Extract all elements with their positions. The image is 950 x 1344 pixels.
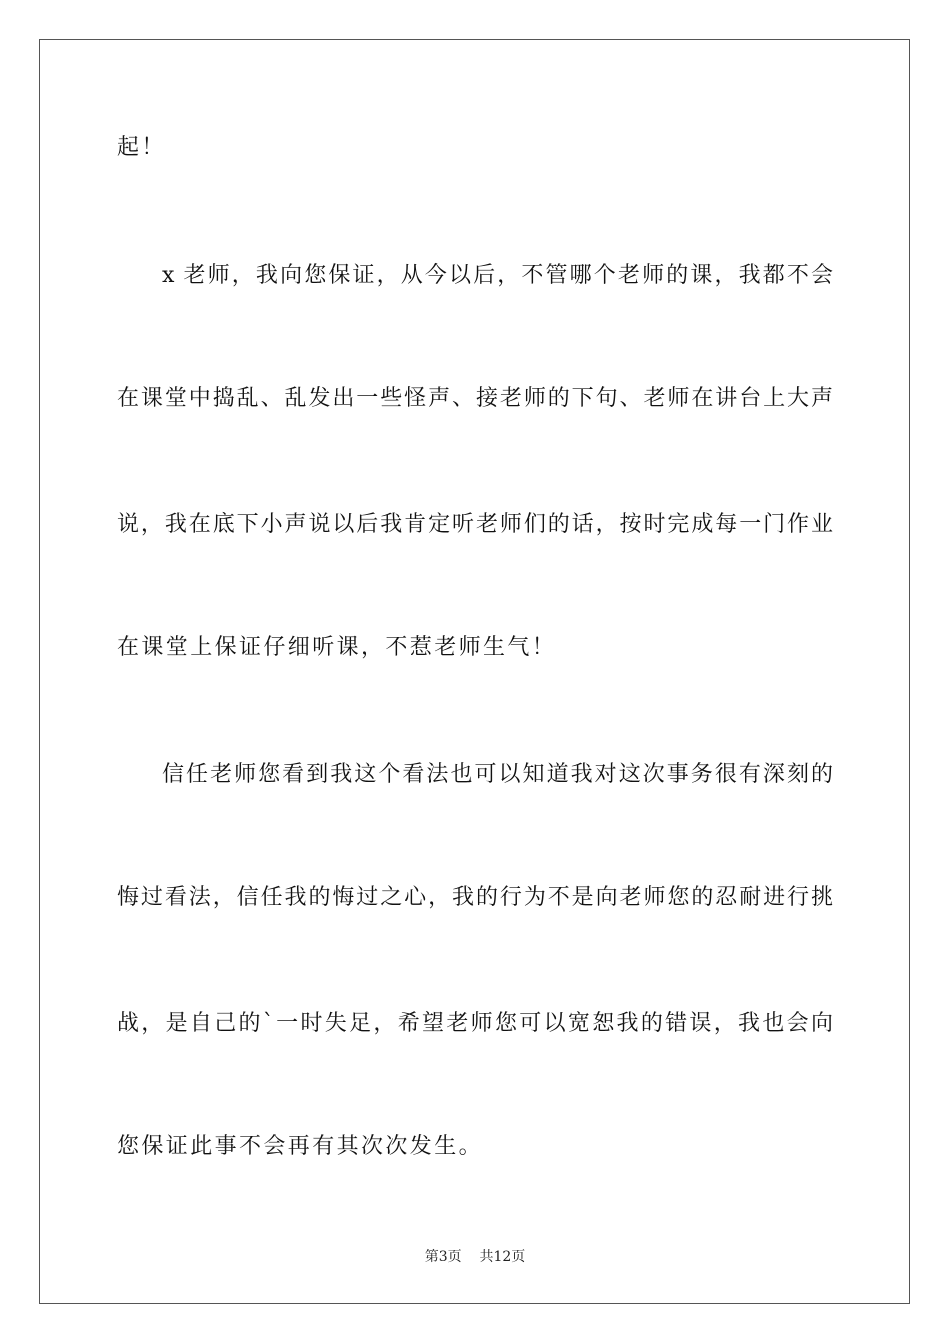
total-pages: 共12页 [479,1249,526,1265]
text-line-6: 信任老师您看到我这个看法也可以知道我对这次事务很有深刻的 [162,762,833,787]
text-line-8: 战，是自己的`一时失足，希望老师您可以宽恕我的错误，我也会向 [117,1011,833,1036]
text-line-3: 在课堂中捣乱、乱发出一些怪声、接老师的下句、老师在讲台上大声 [117,386,833,411]
text-line-1: 起！ [117,135,166,160]
page-number: 第3页 [424,1249,462,1265]
text-line-4: 说，我在底下小声说以后我肯定听老师们的话，按时完成每一门作业 [117,512,833,537]
text-line-7: 悔过看法，信任我的悔过之心，我的行为不是向老师您的忍耐进行挑 [117,885,833,910]
text-line-9: 您保证此事不会再有其次次发生。 [117,1134,484,1159]
page-footer [0,1248,950,1266]
text-line-2: x 老师，我向您保证，从今以后，不管哪个老师的课，我都不会 [162,263,833,288]
page-frame [39,39,910,1304]
text-line-5: 在课堂上保证仔细听课，不惹老师生气！ [117,635,557,660]
